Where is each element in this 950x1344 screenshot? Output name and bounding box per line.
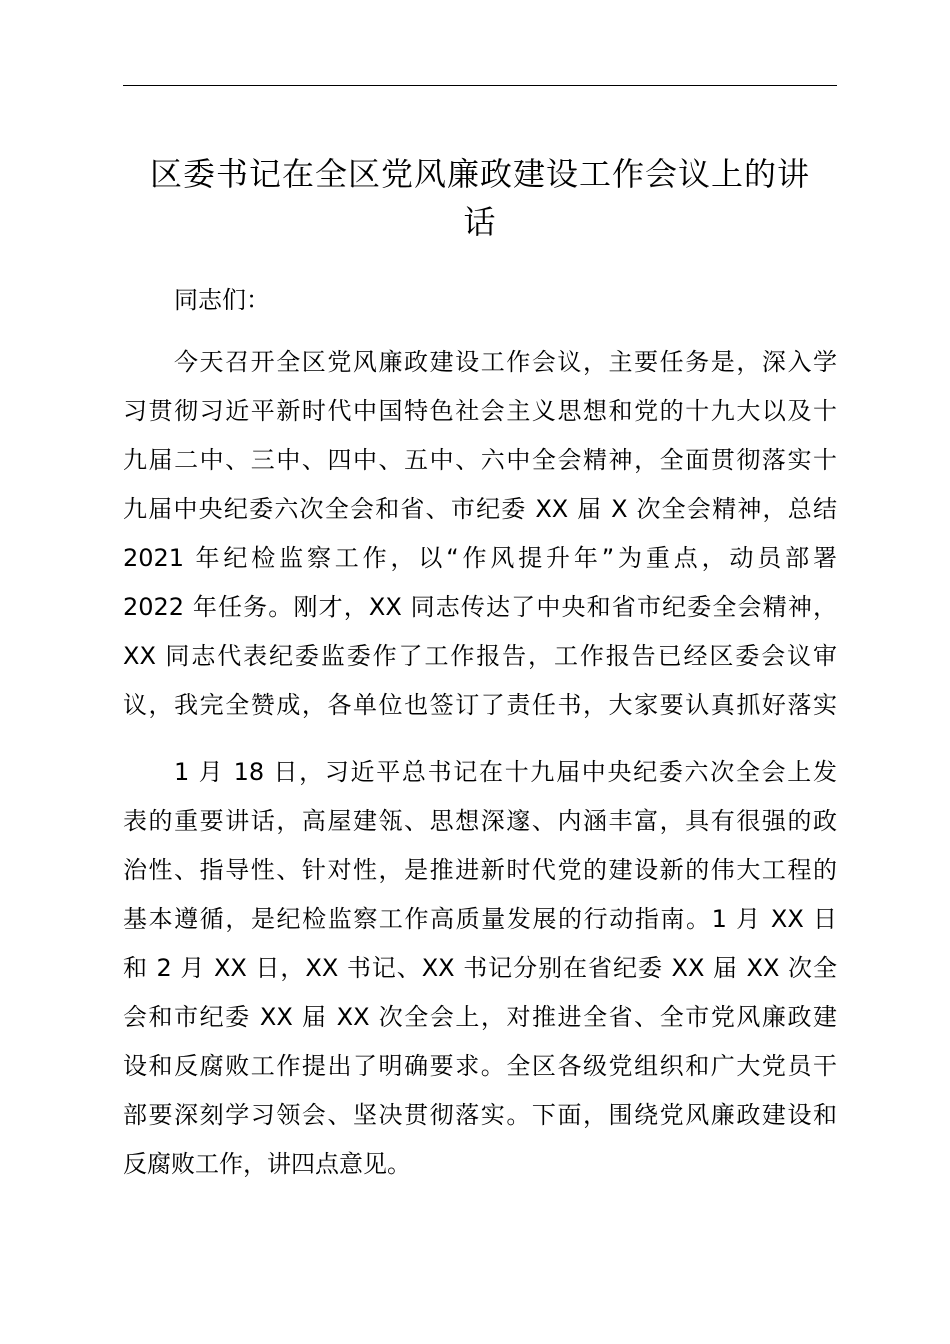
paragraph-line: 1 月 18 日，习近平总书记在十九届中央纪委六次全会上发 [174,758,837,786]
paragraph-line: 九届二中、三中、四中、五中、六中全会精神，全面贯彻落实十 [123,446,837,474]
paragraph-line: 2021 年纪检监察工作，以“作风提升年”为重点，动员部署 [123,544,837,572]
paragraph-line: 治性、指导性、针对性，是推进新时代党的建设新的伟大工程的 [123,856,837,884]
paragraph-line: 九届中央纪委六次全会和省、市纪委 XX 届 X 次全会精神，总结 [123,495,837,523]
paragraph-line: 今天召开全区党风廉政建设工作会议，主要任务是，深入学 [174,348,837,376]
paragraph-line: 2022 年任务。刚才，XX 同志传达了中央和省市纪委全会精神， [123,593,837,621]
paragraph-line: 基本遵循，是纪检监察工作高质量发展的行动指南。1 月 XX 日 [123,905,837,933]
paragraph-line: 和 2 月 XX 日，XX 书记、XX 书记分别在省纪委 XX 届 XX 次全 [123,954,837,982]
header-rule [123,85,837,86]
paragraph-line: 设和反腐败工作提出了明确要求。全区各级党组织和广大党员干 [123,1052,837,1080]
title-line-2: 话 [463,203,497,241]
title-line-1: 区委书记在全区党风廉政建设工作会议上的讲 [149,155,810,193]
paragraph-line: 反腐败工作，讲四点意见。 [123,1150,411,1178]
paragraph-line: 习贯彻习近平新时代中国特色社会主义思想和党的十九大以及十 [123,397,837,425]
paragraph-line: 表的重要讲话，高屋建瓴、思想深邃、内涵丰富，具有很强的政 [123,807,837,835]
document-title [115,150,845,246]
salutation: 同志们： [174,286,270,314]
paragraph-line: 会和市纪委 XX 届 XX 次全会上，对推进全省、全市党风廉政建 [123,1003,837,1031]
paragraph-line: 部要深刻学习领会、坚决贯彻落实。下面，围绕党风廉政建设和 [123,1101,837,1129]
paragraph-line: XX 同志代表纪委监委作了工作报告，工作报告已经区委会议审 [123,642,837,670]
paragraph-line: 议，我完全赞成，各单位也签订了责任书，大家要认真抓好落实 [123,691,837,719]
